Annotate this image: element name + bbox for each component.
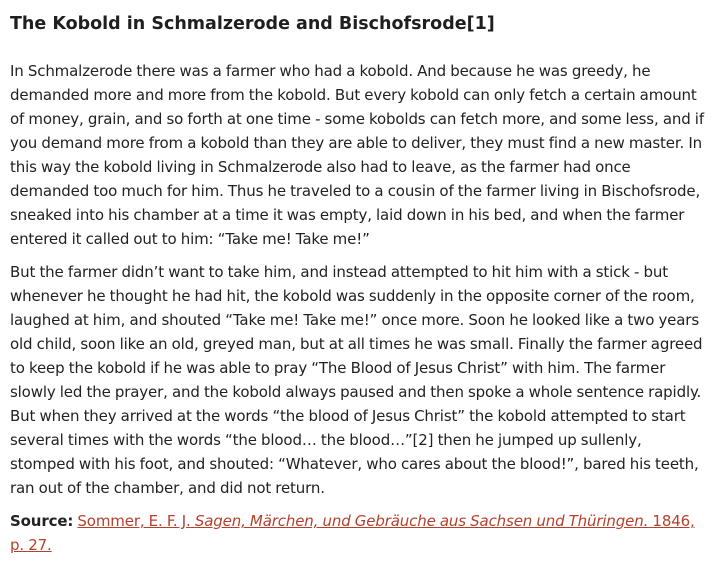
source-book-title: Sagen, Märchen, und Gebräuche aus Sachsen und Thüringen.	[194, 512, 649, 530]
source-link[interactable]	[10, 512, 695, 554]
source-author: Sommer, E. F. J.	[77, 512, 191, 530]
source-citation	[10, 509, 708, 557]
story-paragraph-1: In Schmalzerode there was a farmer who had a kobold. And because he was greedy, he demanded more and more from the kobold. But every kobold can only fetch a certain amount of money, grain, and so forth at one time - some kobolds can fetch more, and some less, and if you demand more from a kobold than they are able to deliver, they must find a new master. In this way the kobold living in Schmalzerode also had to leave, as the farmer had once demanded too much for him. Thus he traveled to a cousin of the farmer living in Bischofsrode, sneaked into his chamber at a time it was empty, laid down in his bed, and when the farmer entered it called out to him: “Take me! Take me!”	[10, 62, 704, 248]
story-paragraph-2: But the farmer didn’t want to take him, and instead attempted to hit him with a stick - but whenever he thought he had hit, the kobold was suddenly in the opposite corner of the room, laughed at him, and shouted “Take me! Take me!” once more. Soon he looked like a two years old child, soon like an old, greyed man, but at all times he was small. Finally the farmer agreed to keep the kobold if he was able to pray “The Blood of Jesus Christ” with him. The farmer slowly led the prayer, and the kobold always paused and then spoke a whole sentence rapidly. But when they arrived at the words “the blood of Jesus Christ” the kobold attempted to start several times with the words “the blood… the blood…”[2] then he jumped up sullenly, stomped with his foot, and shouted: “Whatever, who cares about the blood!”, bared his teeth, ran out of the chamber, and did not return.	[10, 263, 703, 497]
source-details: 1846, p. 27.	[10, 512, 695, 554]
page-title: The Kobold in Schmalzerode and Bischofsrode[1]	[10, 14, 495, 34]
source-label: Source:	[10, 512, 74, 530]
